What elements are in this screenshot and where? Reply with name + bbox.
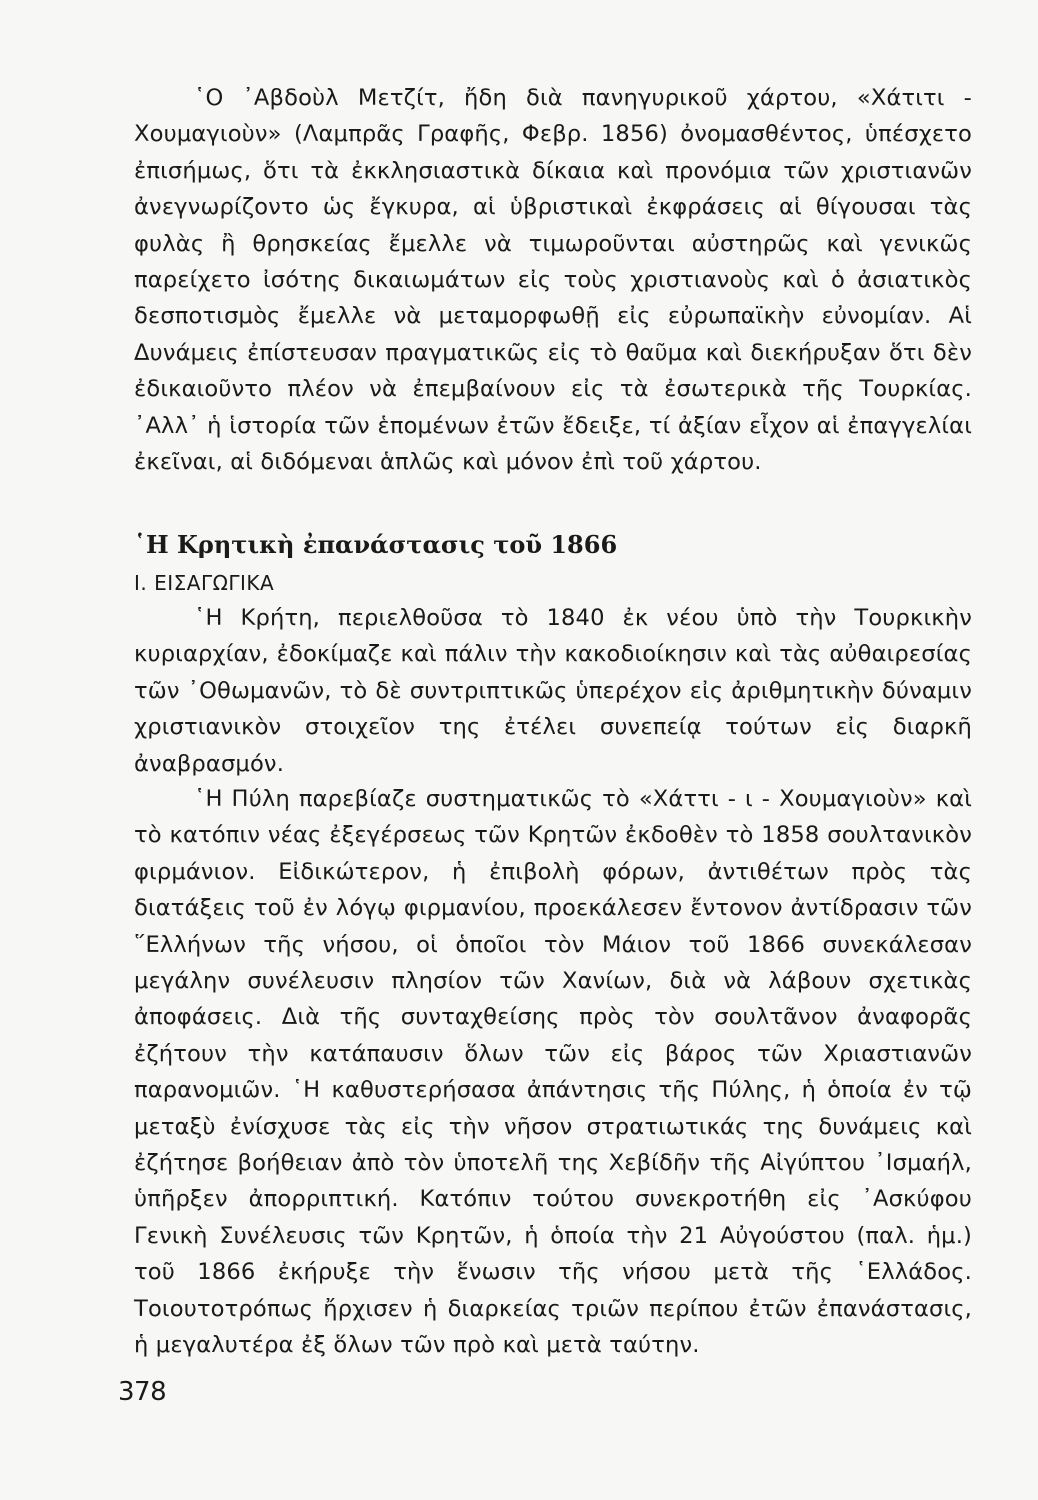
porte-paragraph: ῾Η Πύλη παρεβίαζε συστηματικῶς τὸ «Χάττι - ι - Χουμαγιοὺν» καὶ τὸ κατόπιν νέας ἐξεγέρσεως τῶν Κρητῶν ἐκδοθὲν τὸ 1858 σουλτανικὸν φιρμάνιον. Εἰδικώτερον, ἡ ἐπιβολὴ φόρων, ἀντιθέτων πρὸς τὰς διατάξεις τοῦ ἐν λόγῳ φιρμανίου, προεκάλεσεν ἔντονον ἀντίδρασιν τῶν ῞Ελλήνων τῆς νήσου, οἱ ὁποῖοι τὸν Μάιον τοῦ 1866 συνεκάλεσαν μεγάλην συνέλευσιν πλησίον τῶν Χανίων, διὰ νὰ λάβουν σχετικὰς ἀποφάσεις. Διὰ τῆς συνταχθείσης πρὸς τὸν σουλτᾶνον ἀναφορᾶς ἐζήτουν τὴν κατάπαυσιν ὅλων τῶν εἰς βάρος τῶν Χριαστιανῶν παρανομιῶν. ῾Η καθυστερήσασα ἀπάντησις τῆς Πύλης, ἡ ὁποία ἐν τῷ μεταξὺ ἐνίσχυσε τὰς εἰς τὴν νῆσον στρατιωτικάς της δυνάμεις καὶ ἐζήτησε βοήθειαν ἀπὸ τὸν ὑποτελῆ της Χεβίδῆν τῆς Αἰγύπτου ᾿Ισμαήλ, ὑπῆρξεν ἀπορριπτική. Κατόπιν τούτου συνεκροτήθη εἰς ᾿Ασκύφου Γενικὴ Συνέλευσις τῶν Κρητῶν, ἡ ὁποία τὴν 21 Αὐγούστου (παλ. ἡμ.) τοῦ 1866 ἐκήρυξε τὴν ἕνωσιν τῆς νήσου μετὰ τῆς ῾Ελλάδος. Τοιουτοτρόπως ἤρχισεν ἡ διαρκείας τριῶν περίπου ἐτῶν ἐπανάστασις, ἡ μεγαλυτέρα ἐξ ὅλων τῶν πρὸ καὶ μετὰ ταύτην.	[134, 786, 972, 1359]
subsection-heading: Ι. ΕΙΣΑΓΩΓΙΚΑ	[134, 571, 275, 595]
intro-paragraph: ῾Η Κρήτη, περιελθοῦσα τὸ 1840 ἐκ νέου ὑπὸ τὴν Τουρκικὴν κυριαρχίαν, ἐδοκίμαζε καὶ πάλιν τὴν κακοδιοίκησιν καὶ τὰς αὐθαιρεσίας τῶν ᾿Οθωμανῶν, τὸ δὲ συντριπτικῶς ὑπερέχον εἰς ἀριθμητικὴν δύναμιν χριστιανικὸν στοιχεῖον της ἐτέλει συνεπείᾳ τούτων εἰς διαρκῆ ἀναβρασμόν.	[134, 605, 972, 777]
intro-paragraph-block	[134, 600, 972, 782]
section-heading: ῾Η Κρητικὴ ἐπανάστασις τοῦ 1866	[134, 530, 618, 559]
opening-paragraph-block	[134, 80, 972, 480]
opening-paragraph: ῾Ο ᾿Αβδοὺλ Μετζίτ, ἤδη διὰ πανηγυρικοῦ χάρτου, «Χάτιτι - Χουμαγιοὺν» (Λαμπρᾶς Γραφῆς, Φεβρ. 1856) ὀνομασθέντος, ὑπέσχετο ἐπισήμως, ὅτι τὰ ἐκκλησιαστικὰ δίκαια καὶ προνόμια τῶν χριστιανῶν ἀνεγνωρίζοντο ὡς ἔγκυρα, αἱ ὑβριστικαὶ ἐκφράσεις αἱ θίγουσαι τὰς φυλὰς ἢ θρησκείας ἔμελλε νὰ τιμωροῦνται αὐστηρῶς καὶ γενικῶς παρείχετο ἰσότης δικαιωμάτων εἰς τοὺς χριστιανοὺς καὶ ὁ ἀσιατικὸς δεσποτισμὸς ἔμελλε νὰ μεταμορφωθῇ εἰς εὐρωπαϊκὴν εὐνομίαν. Αἱ Δυνάμεις ἐπίστευσαν πραγματικῶς εἰς τὸ θαῦμα καὶ διεκήρυξαν ὅτι δὲν ἐδικαιοῦντο πλέον νὰ ἐπεμβαίνουν εἰς τὰ ἐσωτερικὰ τῆς Τουρκίας. ᾿Αλλ᾿ ἡ ἱστορία τῶν ἑπομένων ἐτῶν ἔδειξε, τί ἀξίαν εἶχον αἱ ἐπαγγελίαι ἐκεῖναι, αἱ διδόμεναι ἁπλῶς καὶ μόνον ἐπὶ τοῦ χάρτου.	[134, 85, 972, 476]
page-number: 378	[118, 1377, 167, 1407]
porte-paragraph-block	[134, 781, 972, 1364]
